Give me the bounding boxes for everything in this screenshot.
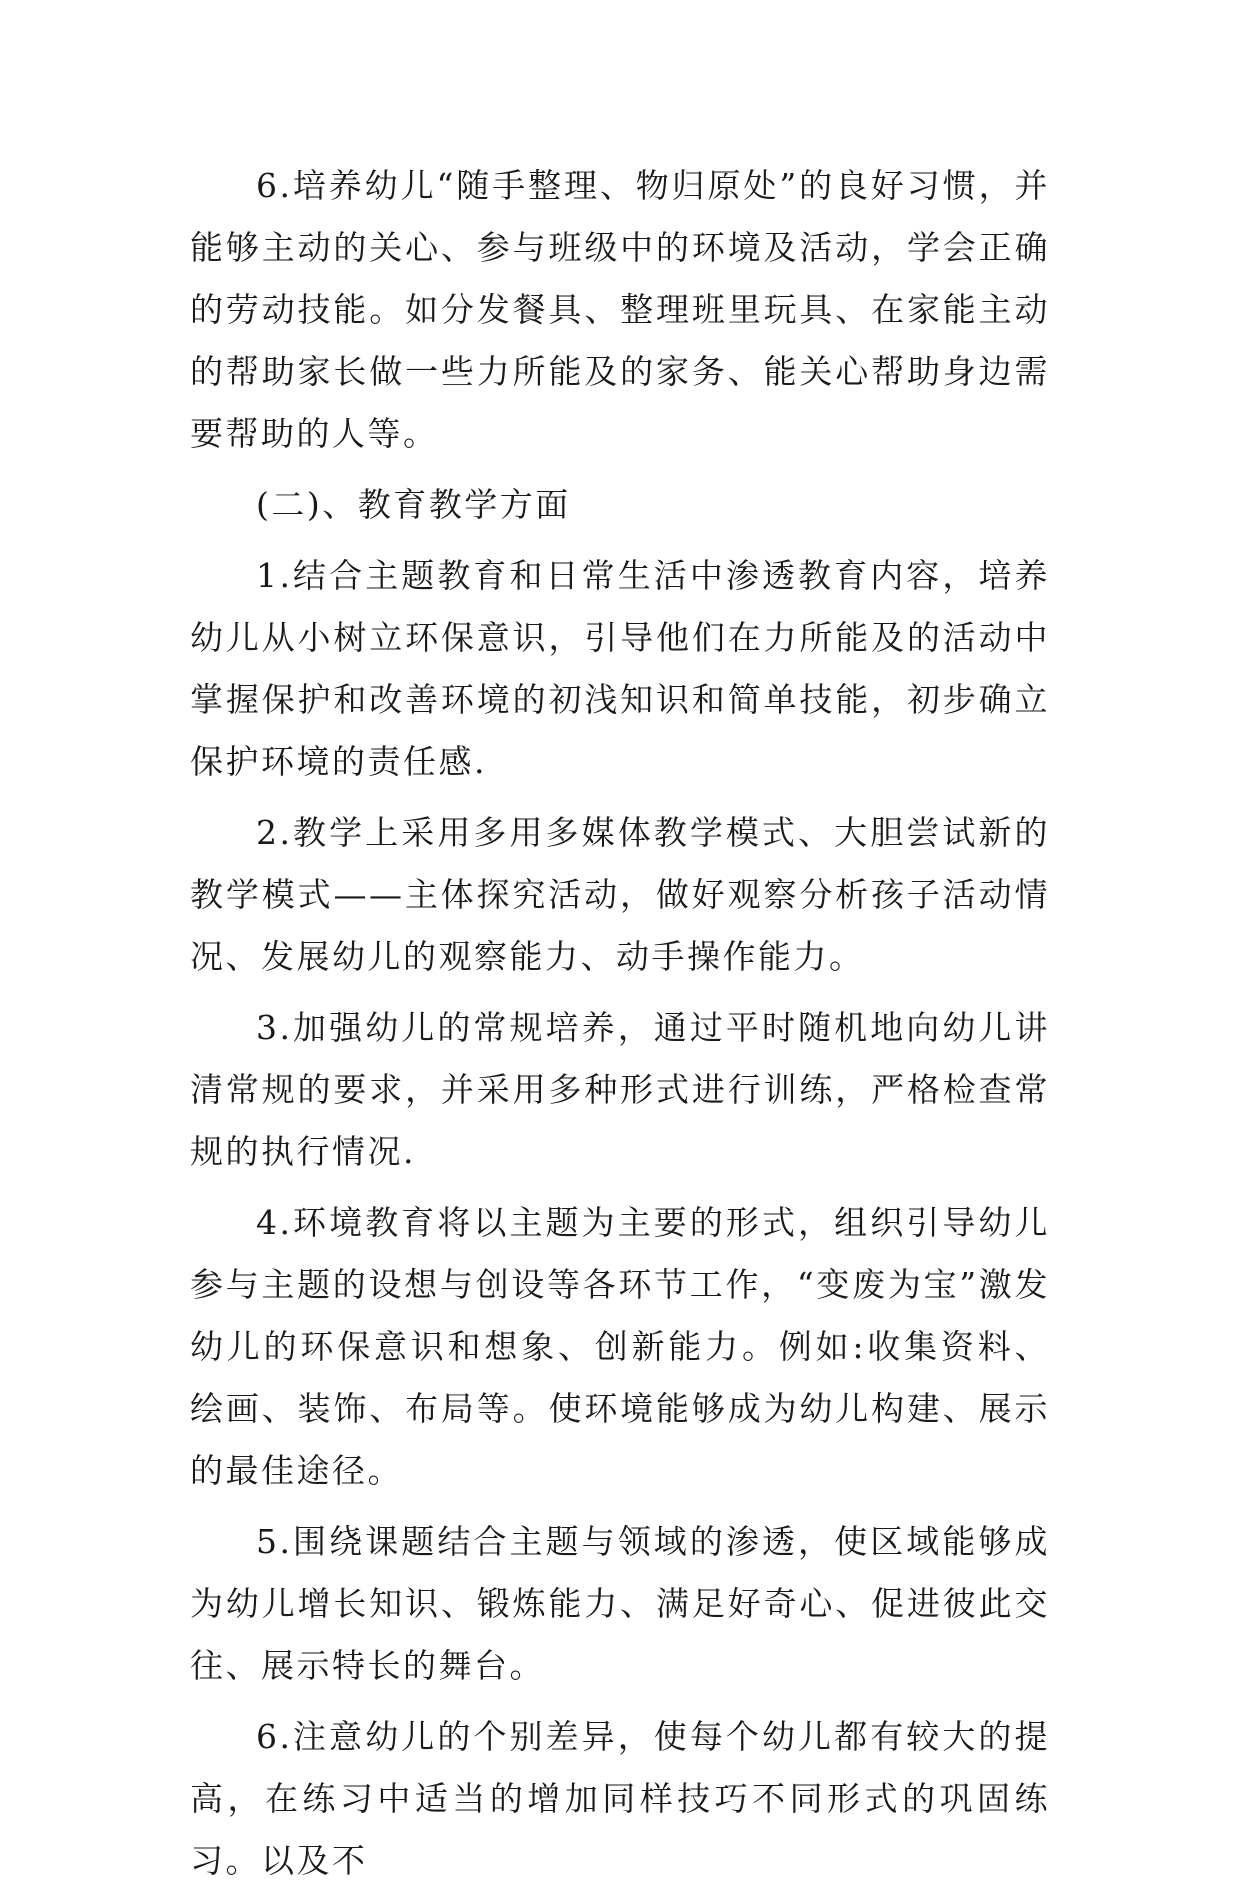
paragraph-routine-training: 3.加强幼儿的常规培养，通过平时随机地向幼儿讲清常规的要求，并采用多种形式进行训练，严格检查常规的执行情况. <box>190 1008 1050 1171</box>
document-body <box>190 155 1050 1901</box>
paragraph-multimedia-teaching: 2.教学上采用多用多媒体教学模式、大胆尝试新的教学模式——主体探究活动，做好观察分析孩子活动情况、发展幼儿的观察能力、动手操作能力。 <box>190 813 1050 976</box>
paragraph-habits: 6.培养幼儿“随手整理、物归原处”的良好习惯，并能够主动的关心、参与班级中的环境及活动，学会正确的劳动技能。如分发餐具、整理班里玩具、在家能主动的帮助家长做一些力所能及的家务、能关心帮助身边需要帮助的人等。 <box>190 166 1050 453</box>
paragraph-individual-differences: 6.注意幼儿的个别差异，使每个幼儿都有较大的提高，在练习中适当的增加同样技巧不同形式的巩固练习。以及不 <box>190 1717 1050 1880</box>
paragraph-environmental-awareness: 1.结合主题教育和日常生活中渗透教育内容，培养幼儿从小树立环保意识，引导他们在力所能及的活动中掌握保护和改善环境的初浅知识和简单技能，初步确立保护环境的责任感. <box>190 556 1050 781</box>
paragraph-area-activities: 5.围绕课题结合主题与领域的渗透，使区域能够成为幼儿增长知识、锻炼能力、满足好奇心、促进彼此交往、展示特长的舞台。 <box>190 1522 1050 1685</box>
paragraph-environment-education: 4.环境教育将以主题为主要的形式，组织引导幼儿参与主题的设想与创设等各环节工作，“变废为宝”激发幼儿的环保意识和想象、创新能力。例如:收集资料、绘画、装饰、布局等。使环境能够成为幼儿构建、展示的最佳途径。 <box>190 1203 1050 1490</box>
section-heading-education-teaching: (二)、教育教学方面 <box>256 485 571 524</box>
